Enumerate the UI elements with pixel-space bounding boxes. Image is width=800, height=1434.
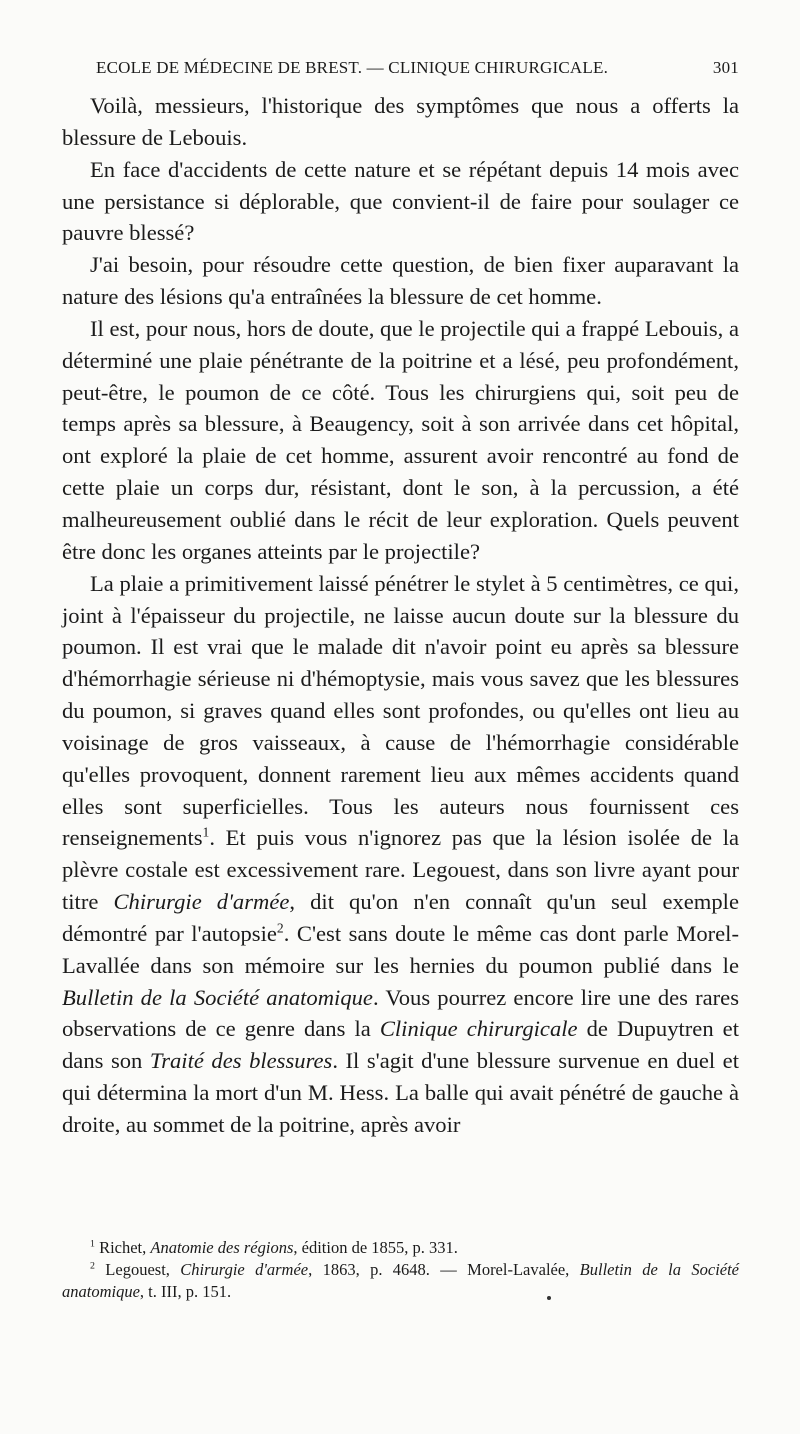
paragraph: Il est, pour nous, hors de doute, que le projectile qui a frappé Lebouis, a déterminé une plaie pénétrante de la poitrine et a lésé, peu profondément, peut-être, le poumon de ce côté. Tous les chirurgiens qui, soit peu de temps après sa blessure, à Beaugency, soit à son arrivée dans cet hôpital, ont exploré la plaie de cet homme, assurent avoir rencontré au fond de cette plaie un corps dur, résistant, dont le son, à la percussion, a été malheureusement oublié dans le récit de leur exploration. Quels peuvent être donc les organes atteints par le projectile? xyxy=(62,315,739,564)
print-speck xyxy=(547,1296,551,1300)
text-run: . Vous pourrez encore lire une des rares observations de ce genre dans la xyxy=(62,984,739,1042)
paragraph: En face d'accidents de cette nature et se répétant depuis 14 mois avec une persistance si déplorable, que convient-il de faire pour soulager ce pauvre blessé? xyxy=(62,156,739,246)
paragraph: J'ai besoin, pour résoudre cette question, de bien fixer auparavant la nature des lésions qu'a entraînées la blessure de cet homme. xyxy=(62,252,739,310)
page-number: 301 xyxy=(712,58,739,77)
footnote-title: Bulletin de la Société anatomique xyxy=(62,1260,740,1301)
paragraph xyxy=(62,568,739,1141)
footnote-rest: , t. III, p. 151. xyxy=(139,1282,232,1301)
running-title: ECOLE DE MÉDECINE DE BREST. — CLINIQUE CHIRURGICALE. xyxy=(96,58,609,77)
paragraph: Voilà, messieurs, l'historique des symptômes que nous a offerts la blessure de Lebouis. xyxy=(62,93,739,150)
footnote xyxy=(62,1237,739,1259)
footnote-author: Legouest, xyxy=(94,1260,181,1279)
footnote-ref: 1 xyxy=(202,824,210,840)
footnote xyxy=(62,1259,739,1303)
footnote-rest: , édition de 1855, p. 331. xyxy=(293,1238,458,1257)
text-run: . C'est sans doute le même cas dont parle Morel-Lavallée dans son mémoire sur les hernies du poumon publié dans le xyxy=(62,920,739,978)
footnote-mark: 2 xyxy=(90,1260,95,1272)
footnote-mark: 1 xyxy=(90,1238,95,1250)
footnote-ref: 2 xyxy=(276,920,284,936)
text-run: La plaie a primitivement laissé pénétrer le stylet à 5 centimètres, ce qui, joint à l'épaisseur du projectile, ne laisse aucun doute sur la blessure du poumon. Il est vrai que le malade dit n'avoir point eu après sa blessure d'hémorrhagie sérieuse ni d'hémoptysie, mais vous savez que les blessures du poumon, si graves quand elles sont profondes, ou qu'elles ont lieu au voisinage de gros vaisseaux, à cause de l'hémorrhagie considérable qu'elles provoquent, donnent rarement lieu aux mêmes accidents quand elles sont superficielles. Tous les auteurs nous fournissent ces renseignements xyxy=(62,570,739,851)
running-header xyxy=(96,58,739,78)
main-text xyxy=(62,90,739,1141)
footnote-author: Richet, xyxy=(94,1238,151,1257)
cited-title: Bulletin de la Société anatomique xyxy=(62,984,373,1010)
cited-title: Traité des blessures xyxy=(149,1048,333,1074)
cited-title: Clinique chirurgicale xyxy=(379,1016,578,1042)
text-run: . Et puis vous n'ignorez pas que la lésion isolée de la plèvre costale est excessivement rare. Legouest, dans son livre ayant pour titre xyxy=(62,825,739,915)
text-run: de Dupuytren et dans son xyxy=(62,1016,739,1074)
footnote-title: Chirurgie d'armée xyxy=(180,1260,309,1279)
footnote-rest: , 1863, p. 4648. — Morel-Lavalée, xyxy=(308,1260,580,1279)
cited-title: Chirurgie d'armée xyxy=(113,889,290,915)
text-run: , dit qu'on n'en connaît qu'un seul exemple démontré par l'autopsie xyxy=(62,889,739,946)
footnote-title: Anatomie des régions xyxy=(150,1238,294,1257)
text-run: . Il s'agit d'une blessure survenue en duel et qui détermina la mort d'un M. Hess. La balle qui avait pénétré de gauche à droite, au sommet de la poitrine, après avoir xyxy=(62,1048,739,1137)
footnotes xyxy=(62,1237,739,1303)
